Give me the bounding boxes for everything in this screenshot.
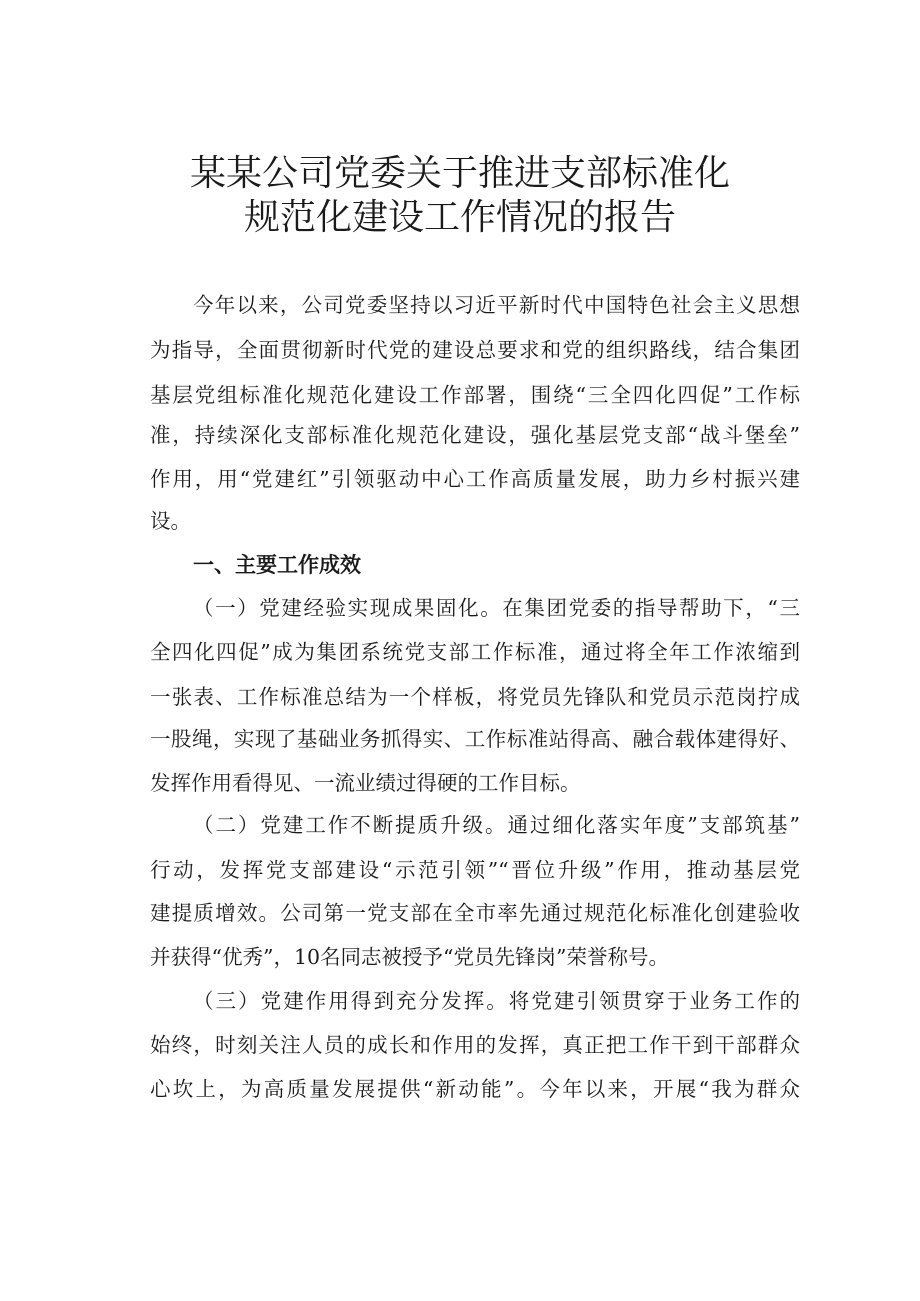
para1-line-1: （一）党建经验实现成果固化。在集团党委的指导帮助下，“三	[193, 596, 800, 620]
para2-line-1: （二）党建工作不断提质升级。通过细化落实年度”支部筑基”	[193, 813, 800, 837]
para2-line-4: 并获得“优秀”，10名同志被授予“党员先锋岗”荣誉称号。	[150, 945, 670, 969]
para1-line-2: 全四化四促”成为集团系统党支部工作标准，通过将全年工作浓缩到	[150, 640, 800, 664]
intro-line-6: 设。	[150, 509, 191, 533]
intro-line-2: 为指导，全面贯彻新时代党的建设总要求和党的组织路线，结合集团	[150, 338, 800, 362]
intro-line-3: 基层党组标准化规范化建设工作部署，围绕“三全四化四促”工作标	[150, 383, 800, 407]
para2-line-2: 行动，发挥党支部建设“示范引领”“晋位升级”作用，推动基层党	[150, 858, 800, 882]
para1-line-4: 一股绳，实现了基础业务抓得实、工作标准站得高、融合载体建得好、	[150, 727, 800, 751]
intro-line-4: 准，持续深化支部标准化规范化建设，强化基层党支部“战斗堡垒”	[150, 423, 800, 447]
para3-line-2: 始终，时刻关注人员的成长和作用的发挥，真正把工作干到干部群众	[150, 1033, 800, 1057]
document-title-line-1: 某某公司党委关于推进支部标准化	[189, 153, 730, 194]
intro-line-1: 今年以来，公司党委坚持以习近平新时代中国特色社会主义思想	[193, 293, 800, 317]
section-heading-main-results: 一、主要工作成效	[193, 553, 361, 577]
document-title-line-2: 规范化建设工作情况的报告	[243, 197, 676, 238]
para1-line-3: 一张表、工作标准总结为一个样板，将党员先锋队和党员示范岗拧成	[150, 685, 800, 709]
intro-line-5: 作用，用“党建红”引领驱动中心工作高质量发展，助力乡村振兴建	[150, 467, 800, 491]
para1-line-5: 发挥作用看得见、一流业绩过得硬的工作目标。	[150, 771, 581, 795]
para3-line-1: （三）党建作用得到充分发挥。将党建引领贯穿于业务工作的	[193, 989, 800, 1013]
para2-line-3: 建提质增效。公司第一党支部在全市率先通过规范化标准化创建验收	[150, 901, 800, 925]
para3-line-3: 心坎上，为高质量发展提供“新动能”。今年以来，开展“我为群众	[150, 1077, 800, 1101]
